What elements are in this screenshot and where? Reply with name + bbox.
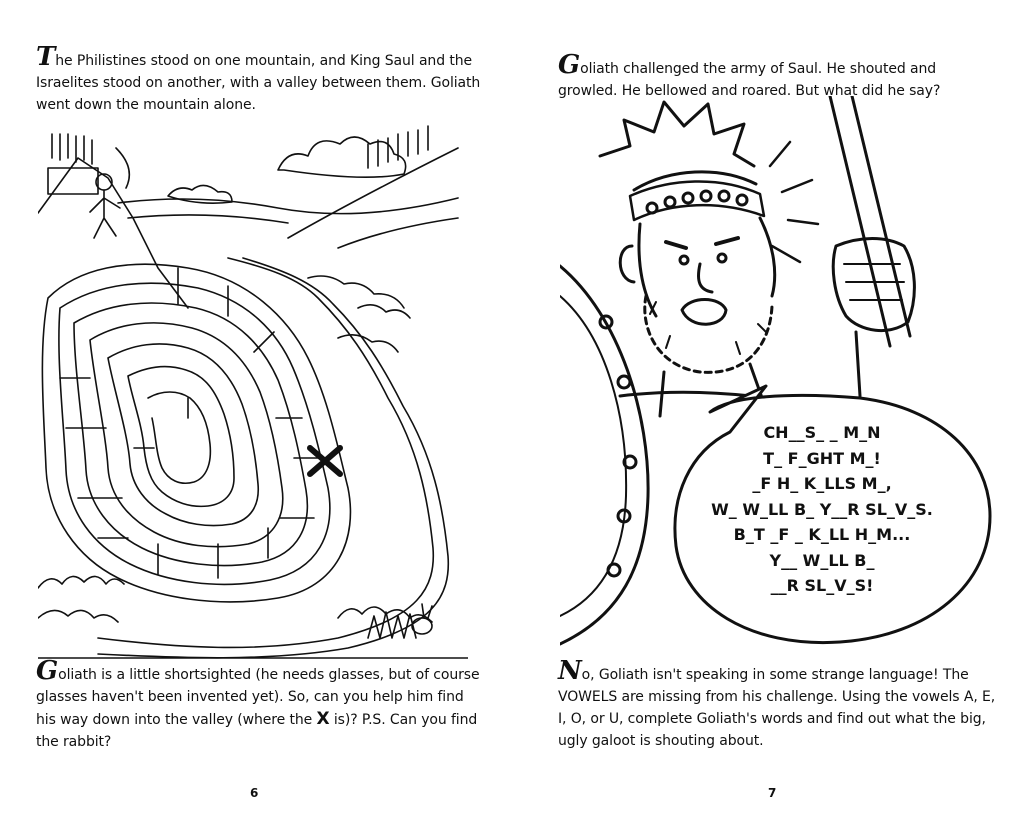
- bubble-line: __R SL_V_S!: [770, 576, 874, 595]
- page-number: 6: [250, 786, 259, 800]
- bubble-line: T_ F_GHT M_!: [763, 448, 881, 468]
- speech-bubble-text: [672, 420, 972, 599]
- vowel-instructions-paragraph: [558, 656, 998, 752]
- instructions-text: o, Goliath isn't speaking in some strange language! The VOWELS are missing from his challenge. Using the vowels A, E, I, O, or U, complete Goliath's words and find out what the big, ugly galoot is shouting about.: [558, 667, 996, 749]
- drop-cap: G: [558, 50, 581, 80]
- bubble-line: Y__ W_LL B_: [769, 550, 875, 570]
- bubble-line: _F H_ K_LLS M_,: [752, 474, 892, 493]
- maze-illustration: [38, 118, 468, 660]
- bubble-line: CH__S_ _ M_N: [763, 423, 881, 442]
- puzzle-text-end: is)? P.S. Can you find the rabbit?: [36, 712, 478, 750]
- drop-cap: T: [36, 42, 56, 72]
- x-mark: X: [316, 709, 330, 729]
- bubble-line: B_T _F _ K_LL H_M...: [733, 525, 911, 544]
- page-number: 7: [768, 786, 777, 800]
- intro-text: he Philistines stood on one mountain, and King Saul and the Israelites stood on another, with a valley between them. Goliath went down the mountain alone.: [36, 53, 481, 113]
- bubble-line: W_ W_LL B_ Y__R SL_V_S.: [711, 499, 933, 519]
- intro-paragraph-left: [36, 42, 486, 116]
- drop-cap: G: [36, 656, 59, 686]
- intro-text: oliath challenged the army of Saul. He shouted and growled. He bellowed and roared. But what did he say?: [558, 61, 941, 99]
- right-page: [512, 0, 1024, 827]
- maze-instructions-paragraph: [36, 656, 486, 753]
- puzzle-text-start: oliath is a little shortsighted (he needs glasses, but of course glasses haven't been invented yet). So, can you help him find his way down into the valley (where the: [36, 667, 480, 728]
- drop-cap: N: [558, 656, 582, 686]
